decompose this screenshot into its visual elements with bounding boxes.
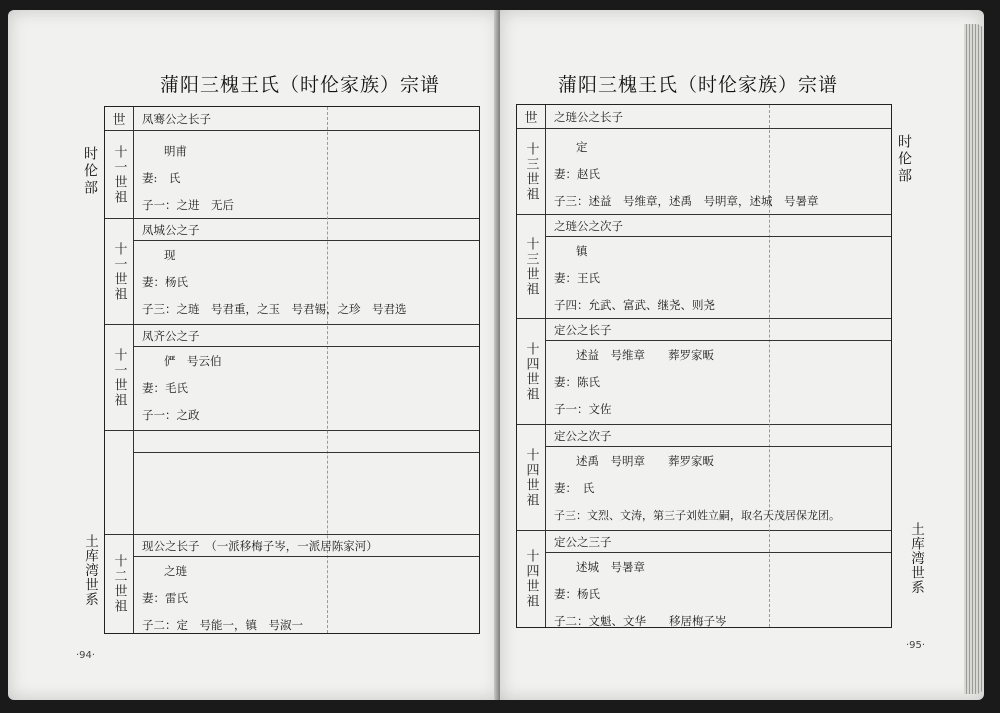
right-side-label-bottom: 土库湾世系 — [908, 522, 924, 595]
right-side-label-top: 时伦部 — [896, 134, 912, 185]
generation-label: 十四世祖 — [517, 531, 546, 627]
person-name: 述禹 号明章 葬罗家畈 — [576, 453, 714, 468]
generation-label: 十四世祖 — [517, 425, 546, 530]
sons-entry: 子一：之进 无后 — [142, 197, 234, 212]
generation-label: 十一世祖 — [105, 325, 134, 430]
generation-label: 十三世祖 — [517, 215, 546, 318]
right-page-number: ·95· — [906, 640, 926, 651]
lineage-header: 之琏公之次子 — [546, 215, 891, 237]
sons-entry: 子二：定 号能一，镇 号淑一 — [142, 617, 303, 632]
table-header — [517, 105, 891, 129]
header-gen-label: 世 — [105, 107, 134, 130]
sons-entry: 子一：之政 — [142, 407, 200, 422]
sons-entry: 子三：文烈、文涛，第三子刘姓立嗣，取名天茂居保龙团。 — [554, 508, 840, 522]
generation-label: 十一世祖 — [105, 131, 134, 218]
wife-entry: 妻：毛氏 — [142, 380, 188, 395]
sons-entry: 子三：述益 号维章，述禹 号明章，述城 号暑章 — [554, 193, 819, 208]
sons-entry: 子四：允武、富武、继尧、则尧 — [554, 297, 715, 312]
generation-block — [517, 129, 891, 215]
lineage-header: 定公之三子 — [546, 531, 891, 553]
generation-block — [517, 319, 891, 425]
generation-block — [517, 531, 891, 627]
book-spread — [8, 10, 992, 705]
left-page — [8, 10, 500, 700]
wife-entry: 妻：杨氏 — [142, 274, 188, 289]
person-name: 之琏 — [164, 563, 187, 578]
right-page-title: 蒲阳三槐王氏（时伦家族）宗谱 — [558, 74, 839, 96]
generation-label: 十四世祖 — [517, 319, 546, 424]
person-name: 现 — [164, 247, 176, 262]
lineage-header: 现公之长子 （一派移梅子岑，一派居陈家河） — [134, 535, 479, 557]
wife-entry: 妻：赵氏 — [554, 166, 600, 181]
person-name: 述城 号暑章 — [576, 559, 645, 574]
header-first-entry: 之琏公之长子 — [554, 109, 623, 124]
header-first-entry: 凤骞公之长子 — [142, 111, 211, 126]
person-name: 镇 — [576, 243, 588, 258]
generation-block — [517, 425, 891, 531]
generation-block — [105, 131, 479, 219]
generation-block — [105, 535, 479, 633]
wife-entry: 妻: 氏 — [142, 170, 181, 185]
wife-entry: 妻：雷氏 — [142, 590, 188, 605]
left-genealogy-table — [104, 106, 480, 634]
page-edges-right — [964, 24, 984, 694]
generation-label — [105, 431, 134, 534]
left-side-label-top: 时伦部 — [82, 146, 98, 197]
sons-entry: 子三：之琏 号君重，之玉 号君锡，之珍 号君选 — [142, 301, 407, 316]
generation-label: 十二世祖 — [105, 535, 134, 633]
lineage-header: 定公之长子 — [546, 319, 891, 341]
wife-entry: 妻：王氏 — [554, 270, 600, 285]
table-header — [105, 107, 479, 131]
left-page-number: ·94· — [76, 650, 96, 661]
generation-label: 十一世祖 — [105, 219, 134, 324]
wife-entry: 妻：杨氏 — [554, 586, 600, 601]
wife-entry: 妻： 氏 — [554, 480, 595, 495]
empty-generation-block — [105, 431, 479, 535]
wife-entry: 妻：陈氏 — [554, 374, 600, 389]
sons-entry: 子一：文佐 — [554, 401, 612, 416]
lineage-header — [134, 431, 479, 453]
lineage-header: 定公之次子 — [546, 425, 891, 447]
generation-label: 十三世祖 — [517, 129, 546, 214]
person-name: 述益 号维章 葬罗家畈 — [576, 347, 714, 362]
left-side-label-bottom: 土库湾世系 — [82, 534, 98, 607]
person-name: 俨 号云伯 — [164, 353, 222, 368]
header-gen-label: 世 — [517, 105, 546, 128]
person-name: 明甫 — [164, 143, 187, 158]
sons-entry: 子二：文魁、文华 移居梅子岑 — [554, 613, 727, 628]
lineage-header: 凤齐公之子 — [134, 325, 479, 347]
generation-block — [105, 219, 479, 325]
lineage-header: 凤城公之子 — [134, 219, 479, 241]
generation-block — [517, 215, 891, 319]
generation-block — [105, 325, 479, 431]
left-page-title: 蒲阳三槐王氏（时伦家族）宗谱 — [160, 74, 441, 96]
person-name: 定 — [576, 139, 588, 154]
right-page — [500, 10, 984, 700]
right-genealogy-table — [516, 104, 892, 628]
